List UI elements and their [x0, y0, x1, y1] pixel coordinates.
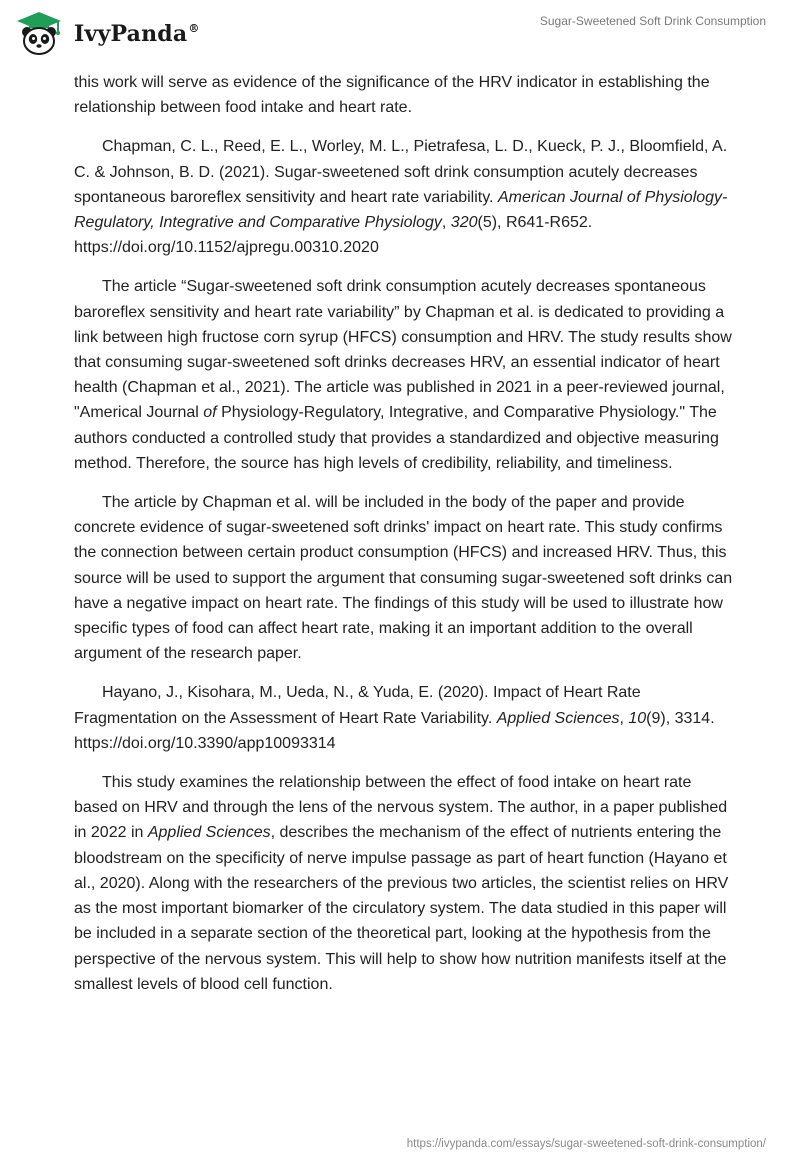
reference-text: Hayano, J., Kisohara, M., Ueda, N., & Yuda, E. (2020). Impact of Heart Rate Fragmentation on the Assessment of Heart Rate Variability.: [74, 684, 641, 727]
logo-name: IvyPanda: [74, 21, 188, 47]
paragraph-text: The article “Sugar-sweetened soft drink consumption acutely decreases spontaneous baroreflex sensitivity and heart rate variability” by Chapman et al. is dedicated to providing a link between high fructose corn syrup (HFCS) consumption and HRV. The study results show that consuming sugar-sweetened soft drinks decreases HRV, an essential indicator of heart health (Chapman et al., 2021). The article was published in 2021 in a peer-reviewed journal, "Americal Journal: [74, 278, 732, 422]
reference-comma: ,: [619, 709, 629, 727]
page-header: [0, 0, 800, 70]
journal-volume: 320: [450, 214, 478, 232]
reference-comma: ,: [441, 214, 451, 232]
graduation-cap-panda-icon: [14, 10, 64, 56]
reference-hayano: [74, 680, 734, 756]
journal-title: Applied Sciences: [496, 709, 620, 727]
paragraph-continuation: this work will serve as evidence of the significance of the HRV indicator in establishing the relationship between food intake and heart rate.: [74, 74, 710, 117]
emphasis-text: of: [203, 404, 217, 422]
reference-chapman: [74, 134, 734, 260]
paragraph-text: Physiology-Regulatory, Integrative, and Comparative Physiology." The authors conducted a controlled study that provides a standardized and objective measuring method. Therefore, the source has high levels of credibility, reliability, and timeliness.: [74, 404, 719, 472]
registered-mark: ®: [188, 22, 200, 35]
reference-issue-pages: (9), 3314. https://doi.org/10.3390/app10093314: [74, 709, 715, 752]
annotation-chapman-summary: [74, 274, 734, 476]
ivypanda-logo[interactable]: [14, 10, 200, 56]
source-url[interactable]: https://ivypanda.com/essays/sugar-sweetened-soft-drink-consumption/: [406, 1138, 766, 1150]
reference-issue-pages: (5), R641-R652. https://doi.org/10.1152/ajpregu.00310.2020: [74, 214, 593, 257]
reference-text: Chapman, C. L., Reed, E. L., Worley, M. L., Pietrafesa, L. D., Kueck, P. J., Bloomfield, A. C. & Johnson, B. D. (2021). Sugar-sweetened soft drink consumption acutely decreases spontaneous baroreflex sensitivity and heart rate variability.: [74, 138, 728, 206]
paragraph-text: , describes the mechanism of the effect of nutrients entering the bloodstream on the specificity of nerve impulse passage as part of heart function (Hayano et al., 2020). Along with the researchers of the previous two articles, the scientist relies on HRV as the most important biomarker of the circulatory system. The data studied in this paper will be included in a separate section of the theoretical part, looking at the hypothesis from the perspective of the nervous system. This will help to show how nutrition manifests itself at the smallest levels of blood cell function.: [74, 824, 729, 993]
journal-title: Applied Sciences: [147, 824, 271, 842]
annotation-hayano: [74, 770, 734, 997]
journal-volume: 10: [628, 709, 647, 727]
document-body: [74, 70, 734, 1011]
annotation-chapman-usage: The article by Chapman et al. will be included in the body of the paper and provide concrete evidence of sugar-sweetened soft drinks' impact on heart rate. This study confirms the connection between certain product consumption (HFCS) and increased HRV. Thus, this source will be used to support the argument that consuming sugar-sweetened soft drinks can have a negative impact on heart rate. The findings of this study will be used to illustrate how specific types of food can affect heart rate, making it an important addition to the overall argument of the research paper.: [74, 494, 733, 663]
paragraph-text: This study examines the relationship between the effect of food intake on heart rate based on HRV and through the lens of the nervous system. The author, in a paper published in 2022 in: [74, 774, 728, 842]
running-title: Sugar-Sweetened Soft Drink Consumption: [539, 14, 766, 28]
journal-title: American Journal of Physiology-Regulatory, Integrative and Comparative Physiology: [74, 188, 728, 232]
logo-wordmark: [74, 21, 200, 47]
